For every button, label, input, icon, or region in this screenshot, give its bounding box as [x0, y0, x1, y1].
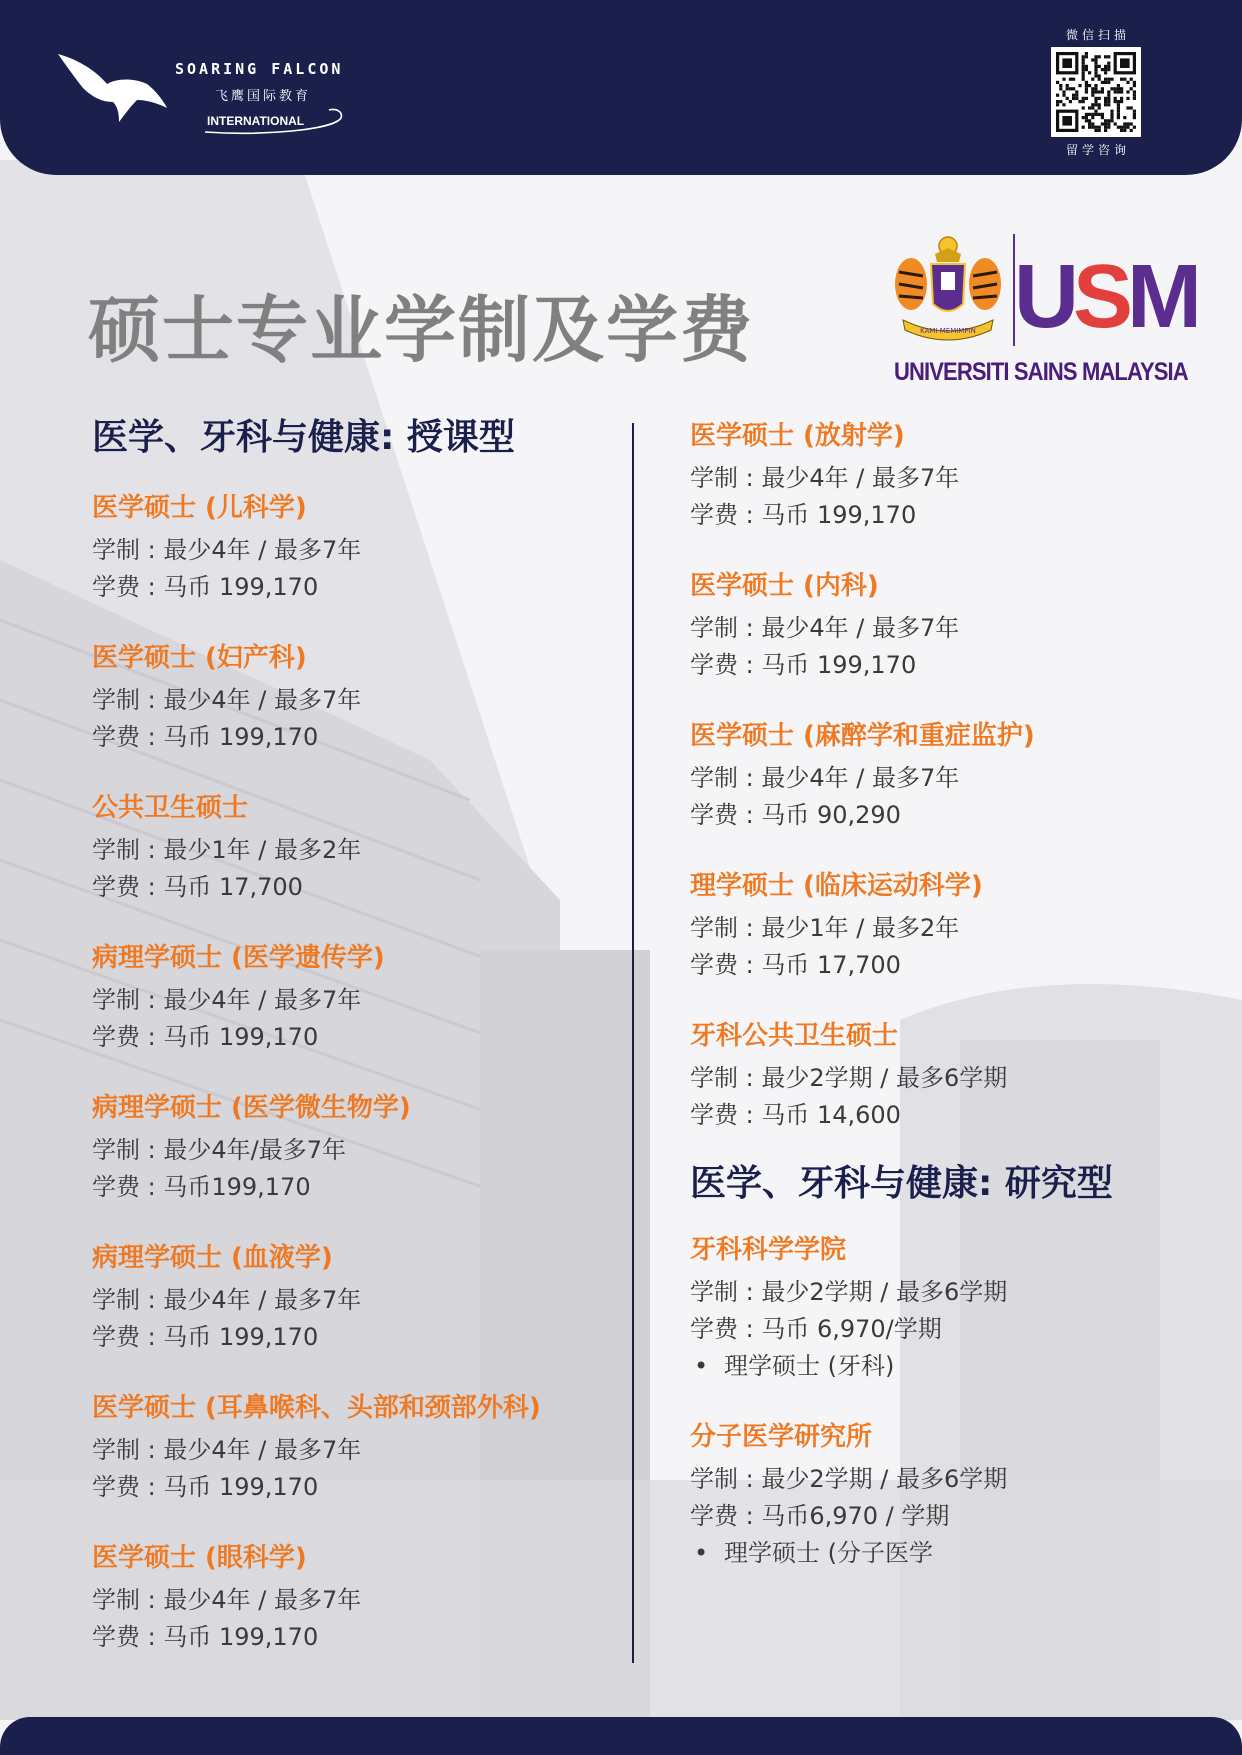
- usm-letter-u: U: [1014, 247, 1073, 347]
- program-duration: 学制 : 最少2学期 / 最多6学期: [690, 1465, 1008, 1493]
- taught-program-list-continued: [690, 418, 1113, 1134]
- qr-bottom-label: 留学咨询: [1065, 143, 1130, 157]
- program-title: 医学硕士 (眼科学): [92, 1543, 307, 1573]
- swoosh-icon: [203, 106, 343, 136]
- program-duration: 学制 : 最少4年 / 最多7年: [690, 614, 960, 642]
- program-fee: 学费 : 马币 199,170: [92, 723, 319, 751]
- program-title: 医学硕士 (放射学): [690, 421, 905, 451]
- program-item: [92, 1090, 541, 1206]
- program-duration: 学制 : 最少2学期 / 最多6学期: [690, 1278, 1008, 1306]
- program-item: [690, 868, 1113, 984]
- program-duration: 学制 : 最少4年 / 最多7年: [690, 464, 960, 492]
- qr-top-label: 微信扫描: [1065, 28, 1130, 42]
- program-item: [92, 1540, 541, 1656]
- program-title: 分子医学研究所: [690, 1422, 873, 1452]
- program-item: [92, 1390, 541, 1506]
- footer-bar: [0, 1717, 1242, 1755]
- section-heading-taught: 医学、牙科与健康: 授课型: [92, 417, 515, 458]
- program-fee: 学费 : 马币 17,700: [690, 951, 901, 979]
- program-title: 医学硕士 (儿科学): [92, 493, 307, 523]
- program-duration: 学制 : 最少4年 / 最多7年: [92, 1586, 362, 1614]
- brand-name-cn: 飞鹰国际教育: [215, 89, 312, 104]
- program-duration: 学制 : 最少4年/最多7年: [92, 1136, 346, 1164]
- program-title: 病理学硕士 (医学遗传学): [92, 943, 385, 973]
- program-item: [690, 568, 1113, 684]
- program-title: 医学硕士 (耳鼻喉科、头部和颈部外科): [92, 1393, 541, 1423]
- program-item: [92, 790, 541, 906]
- qr-code-icon: [1051, 47, 1141, 137]
- program-title: 医学硕士 (妇产科): [92, 643, 307, 673]
- brand-tagline: INTERNATIONAL: [207, 114, 305, 128]
- program-title: 牙科科学学院: [690, 1235, 847, 1265]
- program-degree-bullet: • 理学硕士 (牙科): [690, 1348, 1113, 1385]
- program-duration: 学制 : 最少1年 / 最多2年: [92, 836, 362, 864]
- program-title: 牙科公共卫生硕士: [690, 1021, 899, 1051]
- program-title: 病理学硕士 (血液学): [92, 1243, 333, 1273]
- brand-name-en: SOARING FALCON: [175, 60, 344, 78]
- program-item: [690, 1419, 1113, 1572]
- program-fee: 学费 : 马币 199,170: [92, 573, 319, 601]
- program-duration: 学制 : 最少4年 / 最多7年: [92, 536, 362, 564]
- program-fee: 学费 : 马币 17,700: [92, 873, 303, 901]
- program-title: 公共卫生硕士: [92, 793, 249, 823]
- wechat-qr-code[interactable]: [1051, 47, 1141, 137]
- column-divider: [632, 423, 634, 1663]
- program-fee: 学费 : 马币 14,600: [690, 1101, 901, 1129]
- research-program-list: [690, 1232, 1113, 1572]
- program-fee: 学费 : 马币 199,170: [92, 1023, 319, 1051]
- program-item: [690, 1018, 1113, 1134]
- program-fee: 学费 : 马币6,970 / 学期: [690, 1502, 950, 1530]
- program-duration: 学制 : 最少1年 / 最多2年: [690, 914, 960, 942]
- program-item: [690, 718, 1113, 834]
- program-fee: 学费 : 马币 199,170: [92, 1473, 319, 1501]
- program-item: [92, 940, 541, 1056]
- program-title: 理学硕士 (临床运动科学): [690, 871, 983, 901]
- crest-motto: KAMI MEMIMPIN: [920, 327, 976, 335]
- soaring-falcon-logo: [55, 48, 385, 138]
- program-fee: 学费 : 马币 199,170: [690, 651, 917, 679]
- program-degree-bullet: • 理学硕士 (分子医学: [690, 1535, 1113, 1572]
- usm-crest-icon: [893, 232, 1003, 347]
- program-duration: 学制 : 最少4年 / 最多7年: [92, 686, 362, 714]
- page-title: 硕士专业学制及学费: [88, 288, 755, 372]
- usm-letter-s: S: [1073, 247, 1128, 347]
- program-item: [92, 640, 541, 756]
- university-name: UNIVERSITI SAINS MALAYSIA: [894, 358, 1188, 386]
- program-title: 病理学硕士 (医学微生物学): [92, 1093, 411, 1123]
- usm-letter-m: M: [1127, 247, 1197, 347]
- right-column: [690, 410, 1113, 1572]
- program-title: 医学硕士 (麻醉学和重症监护): [690, 721, 1035, 751]
- left-column: [92, 410, 541, 1656]
- program-item: [92, 1240, 541, 1356]
- program-item: [92, 490, 541, 606]
- taught-program-list: [92, 490, 541, 1656]
- program-duration: 学制 : 最少4年 / 最多7年: [92, 1436, 362, 1464]
- program-duration: 学制 : 最少2学期 / 最多6学期: [690, 1064, 1008, 1092]
- program-duration: 学制 : 最少4年 / 最多7年: [690, 764, 960, 792]
- program-fee: 学费 : 马币 199,170: [92, 1323, 319, 1351]
- program-fee: 学费 : 马币199,170: [92, 1173, 311, 1201]
- section-heading-research: 医学、牙科与健康: 研究型: [690, 1163, 1113, 1204]
- program-duration: 学制 : 最少4年 / 最多7年: [92, 1286, 362, 1314]
- program-fee: 学费 : 马币 199,170: [92, 1623, 319, 1651]
- program-fee: 学费 : 马币 199,170: [690, 501, 917, 529]
- program-title: 医学硕士 (内科): [690, 571, 879, 601]
- program-fee: 学费 : 马币 90,290: [690, 801, 901, 829]
- program-fee: 学费 : 马币 6,970/学期: [690, 1315, 942, 1343]
- falcon-icon: [55, 48, 170, 123]
- program-item: [690, 1232, 1113, 1385]
- program-duration: 学制 : 最少4年 / 最多7年: [92, 986, 362, 1014]
- usm-wordmark: [1014, 247, 1197, 347]
- program-item: [690, 418, 1113, 534]
